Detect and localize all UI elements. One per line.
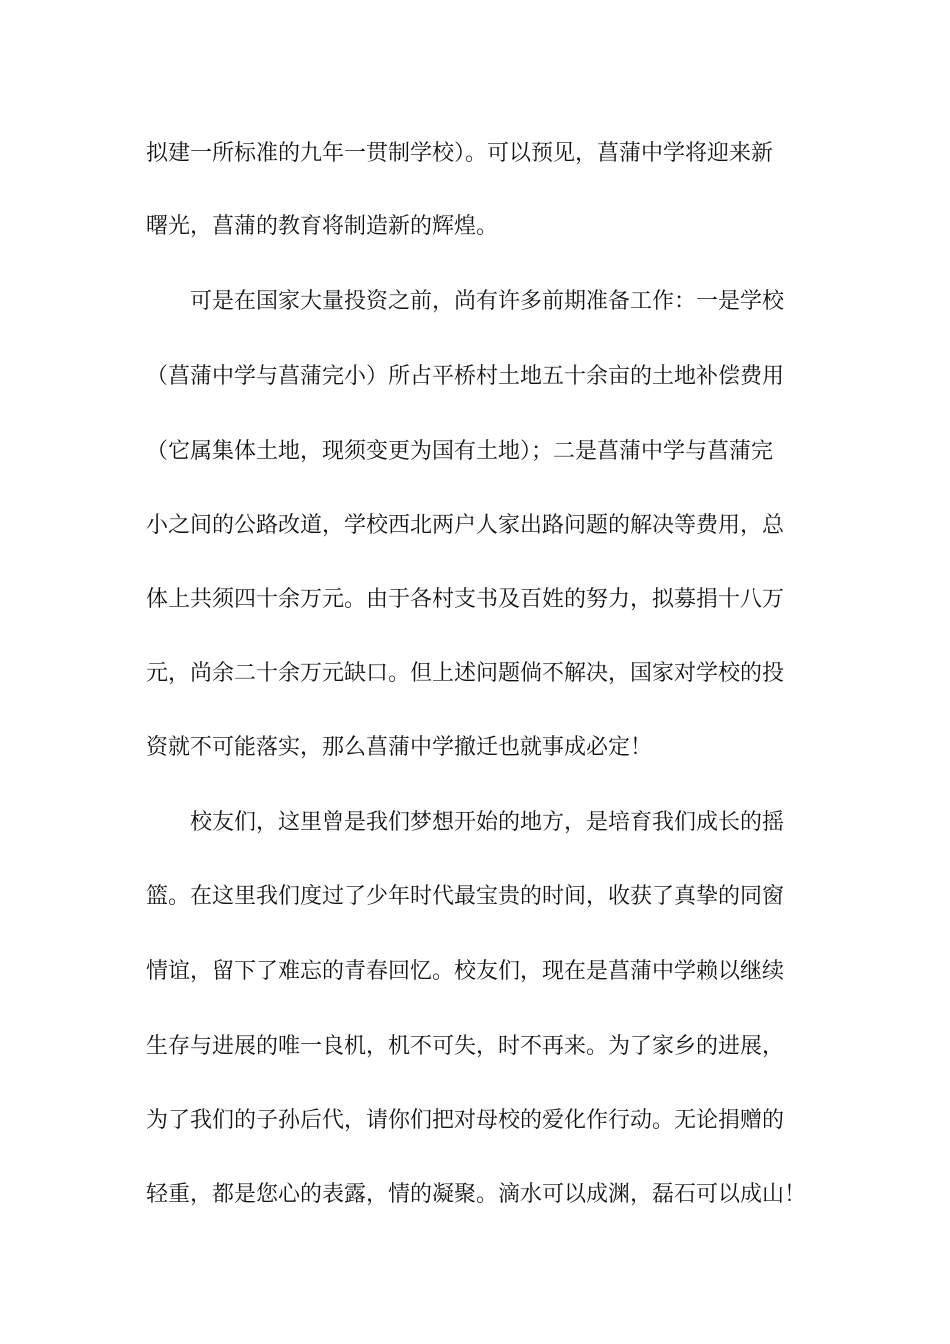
text-line-5: （它属集体土地，现须变更为国有土地）；二是菖蒲中学与菖蒲完 bbox=[146, 439, 774, 464]
text-line-6: 小之间的公路改道，学校西北两户人家出路问题的解决等费用，总 bbox=[146, 513, 785, 538]
text-line-10-paragraph-start: 校友们，这里曾是我们梦想开始的地方，是培育我们成长的摇 bbox=[190, 810, 785, 835]
text-line-8: 元，尚余二十余万元缺口。但上述问题倘不解决，国家对学校的投 bbox=[146, 661, 785, 686]
text-line-7: 体上共须四十余万元。由于各村支书及百姓的努力，拟募捐十八万 bbox=[146, 587, 785, 612]
text-line-14: 为了我们的子孙后代，请你们把对母校的爱化作行动。无论捐赠的 bbox=[146, 1108, 785, 1133]
text-line-13: 生存与进展的唯一良机，机不可失，时不再来。为了家乡的进展， bbox=[146, 1034, 785, 1059]
text-line-11: 篮。在这里我们度过了少年时代最宝贵的时间，收获了真挚的同窗 bbox=[146, 884, 785, 909]
text-line-1: 拟建一所标准的九年一贯制学校）。可以预见，菖蒲中学将迎来新 bbox=[146, 141, 774, 166]
text-line-9: 资就不可能落实，那么菖蒲中学撤迁也就事成必定！ bbox=[146, 735, 653, 760]
text-line-4: （菖蒲中学与菖蒲完小）所占平桥村土地五十余亩的土地补偿费用 bbox=[146, 364, 785, 389]
text-line-15: 轻重，都是您心的表露，情的凝聚。滴水可以成渊，磊石可以成山！ bbox=[146, 1182, 807, 1207]
text-line-3-paragraph-start: 可是在国家大量投资之前，尚有许多前期准备工作：一是学校 bbox=[190, 289, 785, 314]
text-line-12: 情谊，留下了难忘的青春回忆。校友们，现在是菖蒲中学赖以继续 bbox=[146, 959, 785, 984]
text-line-2: 曙光，菖蒲的教育将制造新的辉煌。 bbox=[146, 214, 499, 239]
